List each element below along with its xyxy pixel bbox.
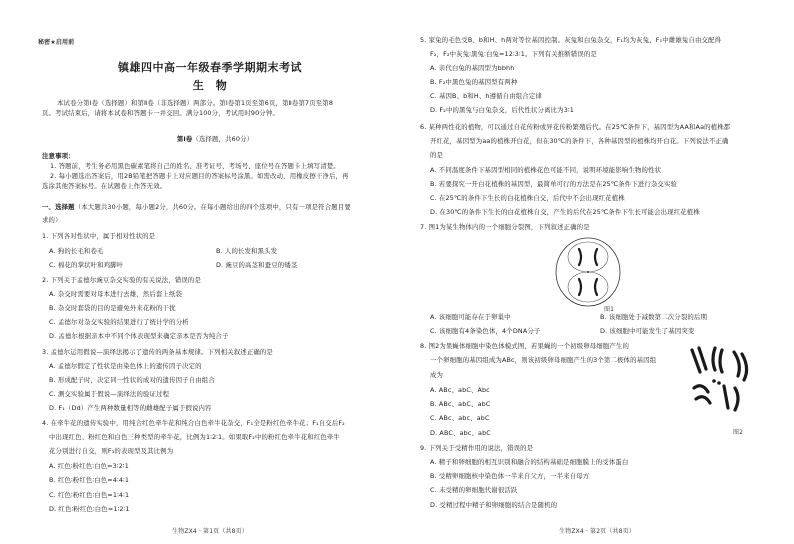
question-5-option-a: A. 亲代白兔的基因型为bbhh: [430, 64, 515, 72]
question-4-option-a: A. 红色∶粉红色∶白色=3∶2∶1: [49, 462, 129, 470]
question-4-option-b: B. 红色∶粉红色∶白色=4∶4∶1: [49, 476, 130, 484]
question-1-option-c: C. 棉花的掌状叶和鸡脚叶: [49, 261, 124, 269]
figure-2-dot-chromosome: [712, 379, 716, 383]
question-6-stem: 的是: [430, 151, 444, 159]
question-5-option-c: C. 基因B、b和H、h遵循自由组合定律: [430, 92, 542, 100]
section-label: 一、选择题: [42, 203, 75, 211]
question-8-stem: 成为: [430, 371, 444, 379]
figure-2-chromosome: [720, 350, 722, 372]
question-9-stem: 9. 下列关于受精作用的说法，错误的是: [420, 444, 534, 452]
confidential-label: 秘密★启用前: [38, 39, 75, 46]
figure-2-chromosome: [694, 386, 708, 392]
question-2-stem: 2. 下列关于孟德尔豌豆杂交实验的有关说法，错误的是: [42, 276, 202, 284]
question-5-stem: F₂，F₂中灰兔∶黑兔∶白兔=12∶3∶1。下列有关推断错误的是: [430, 50, 597, 58]
figure-2-chromosome-diagram: [684, 342, 756, 422]
page-footer: 生物ZX4 · 第2页（共8页）: [559, 528, 635, 535]
question-7-option-b: B. 该细胞处于减数第二次分裂的后期: [600, 313, 708, 321]
note-line: 选涂其他答案标号。在试题卷上作答无效。: [42, 182, 167, 190]
question-7-stem: 7. 图1为某生物体内的一个细胞分裂图，下列叙述正确的是: [420, 223, 590, 231]
question-6-stem: 开红花，基因型为aa的植株开白花，但在30℃的条件下，各种基因型的植株均开白花。下列说法不正确: [430, 137, 729, 145]
question-3-option-a: A. 孟德尔假定了性状是由染色体上的遗传因子决定的: [49, 362, 202, 370]
figure-2-chromosome: [692, 350, 700, 372]
figure-2-dot-chromosome: [717, 381, 721, 385]
question-3-option-b: B. 形成配子时，决定同一性状的成对的遗传因子自由组合: [49, 376, 215, 384]
figure-2-label: 图2: [733, 429, 744, 436]
question-8-option-d: D. ABC、abc、abC: [430, 429, 491, 437]
question-3-stem: 3. 孟德尔运用假说—演绎法揭示了遗传的两条基本规律。下列相关叙述正确的是: [42, 348, 273, 356]
figure-1-chromosome: [579, 249, 581, 265]
question-6-option-b: B. 若要探究一开白花植株的基因型，最简单可行的方法是在25℃条件下进行杂交实验: [430, 180, 678, 188]
question-7-option-d: D. 该细胞中可能发生了基因突变: [600, 327, 695, 335]
part-title: [0, 135, 430, 144]
figure-2-chromosome: [713, 348, 715, 370]
question-8-option-c: C. ABc、abc、abC: [430, 414, 490, 422]
note-line: 2. 每小题选出答案后，用2B铅笔把答题卡上对应题目的答案标号涂黑。如需改动，用橡皮擦干净后，再: [50, 172, 349, 180]
question-8-option-b: B. ABc、abC、abC: [430, 400, 491, 408]
question-7-option-a: A. 该细胞可能存在于卵巢中: [430, 313, 511, 321]
question-1-option-d: D. 豌豆的高茎和蚕豆的矮茎: [216, 261, 298, 269]
notes-heading: 注意事项：: [42, 152, 75, 160]
question-8-stem: 8. 图2为果蝇体细胞中染色体模式图，若果蝇的一个初级卵母细胞产生的: [420, 342, 630, 350]
question-9-option-b: B. 受精卵细胞核中染色体一半来自父方，一半来自母方: [430, 472, 590, 480]
question-8-stem: 一个卵细胞的基因组成为ABc，则该初级卵母细胞产生的3个第二极体的基因组: [430, 356, 657, 364]
figure-1-chromosome: [595, 249, 597, 265]
figure-1-chromosome: [595, 279, 597, 295]
page-footer: 生物ZX4 · 第1页（共8页）: [172, 528, 248, 535]
question-4-option-d: D. 红色∶粉红色∶白色=1∶2∶1: [49, 505, 130, 513]
figure-1-chromosome: [579, 279, 581, 295]
figure-1-center-point: [587, 271, 589, 273]
intro-line: 本试卷分第Ⅰ卷（选择题）和第Ⅱ卷（非选择题）两部分。第Ⅰ卷第1页至第6页，第Ⅱ卷第7页至第8: [57, 99, 334, 107]
question-2-option-d: D. 孟德尔根据亲本中不同个体表现型来确定亲本是否为纯合子: [49, 332, 229, 340]
question-3-option-d: D. F₁（Dd）产生两种数量相等的雌雄配子属于假说内容: [49, 404, 212, 412]
question-1-option-b: B. 人的长发和黑头发: [216, 247, 278, 255]
question-1-option-a: A. 狗的长毛和卷毛: [49, 247, 104, 255]
question-9-option-a: A. 精子和卵细胞的相互识别和融合的结构基础是细胞膜上的受体蛋白: [430, 458, 629, 466]
section-desc: （本大题共30小题，每小题2分，共60分。在每小题给出的四个选项中，只有一项是符合题目要: [74, 203, 351, 211]
question-6-option-d: D. 在30℃的条件下生长的白花植株自交，产生的后代在25℃条件下生长可能会出现红花植株: [430, 208, 700, 216]
question-7-option-c: C. 该细胞有4条染色体，4个DNA分子: [430, 327, 541, 335]
section-heading: [42, 203, 385, 212]
figure-2-chromosome: [699, 348, 706, 369]
question-6-option-c: C. 在25℃的条件下生长的白花植株自交，后代中不会出现红花植株: [430, 194, 625, 202]
figure-2-chromosome: [696, 397, 710, 403]
question-2-option-b: B. 杂交时套袋的目的是避免外来花粉的干扰: [49, 304, 176, 312]
question-5-option-d: D. F₂中的黑兔与白兔杂交，后代性状分离比为3∶1: [430, 106, 574, 114]
question-4-stem: 花分别进行自交，则F₃的表现型及其比例为: [49, 447, 174, 455]
subject-title: 生 物: [192, 79, 228, 92]
question-8-option-a: A. ABc、abC、Abc: [430, 386, 490, 394]
exam-title: 镇雄四中高一年级春季学期期末考试: [118, 61, 302, 74]
figure-2-chromosome: [734, 352, 739, 376]
part-label: 第Ⅰ卷: [176, 135, 193, 143]
figure-1-spindle-upper: [568, 242, 608, 272]
question-4-option-c: C. 红色∶粉红色∶白色=1∶4∶1: [49, 491, 130, 499]
question-5-stem: 5. 家兔的毛色受B、b和H、h两对等位基因控制。灰兔和白兔杂交，F₁均为灰兔，F₁中雌雄兔自由交配得: [420, 36, 722, 44]
question-4-stem: 4. 在牵牛花的遗传实验中，用纯合红色牵牛花和纯合白色牵牛花杂交，F₁全是粉红色牵牛花；F₁自交后F₂: [42, 419, 345, 427]
question-1-stem: 1. 下列各对性状中，属于相对性状的是: [42, 232, 156, 240]
figure-1-cell-diagram: [548, 236, 628, 308]
question-4-stem: 中出现红色、粉红色和白色三种类型的牵牛花，比例为1∶2∶1。如果取F₂中的粉红色牵牛花和红色牵牛: [49, 433, 340, 441]
figure-1-spindle-lower: [568, 272, 608, 302]
question-6-stem: 6. 某种两性花的植物，可以通过自花传粉或异花传粉繁殖后代。在25℃条件下，基因型为AA和Aa的植株都: [420, 123, 731, 131]
question-9-option-d: D. 受精过程中精子和卵细胞的结合是随机的: [430, 501, 558, 509]
figure-2-chromosome: [735, 388, 738, 410]
part-desc: （选择题，共60分）: [192, 135, 254, 143]
figure-2-chromosome: [724, 386, 728, 408]
question-9-option-c: C. 未受精的卵细胞代谢很活跃: [430, 486, 518, 494]
figure-2-chromosome: [742, 354, 747, 380]
section-desc-line: 求的）: [42, 216, 62, 224]
question-2-option-a: A. 杂交时需要对母本进行去雄，然后套上纸袋: [49, 290, 183, 298]
question-2-option-c: C. 孟德尔对杂交实验的结果进行了统计学的分析: [49, 318, 189, 326]
intro-line: 页。考试结束后，请将本试卷和答题卡一并交回。满分100分，考试用时90分钟。: [42, 109, 279, 117]
question-3-option-c: C. 测交实验属于假说—演绎法的验证过程: [49, 390, 170, 398]
note-line: 1. 答题前，考生务必用黑色碳素笔将自己的姓名、准考证号、考场号、座位号在答题卡上填写清楚。: [50, 162, 340, 170]
question-5-option-b: B. F₂中黑色兔的基因型有两种: [430, 78, 518, 86]
question-6-option-a: A. 不同温度条件下基因型相同的植株花色可能不同，说明环境能影响生物的性状: [430, 166, 662, 174]
figure-1-label: 图1: [604, 306, 615, 313]
